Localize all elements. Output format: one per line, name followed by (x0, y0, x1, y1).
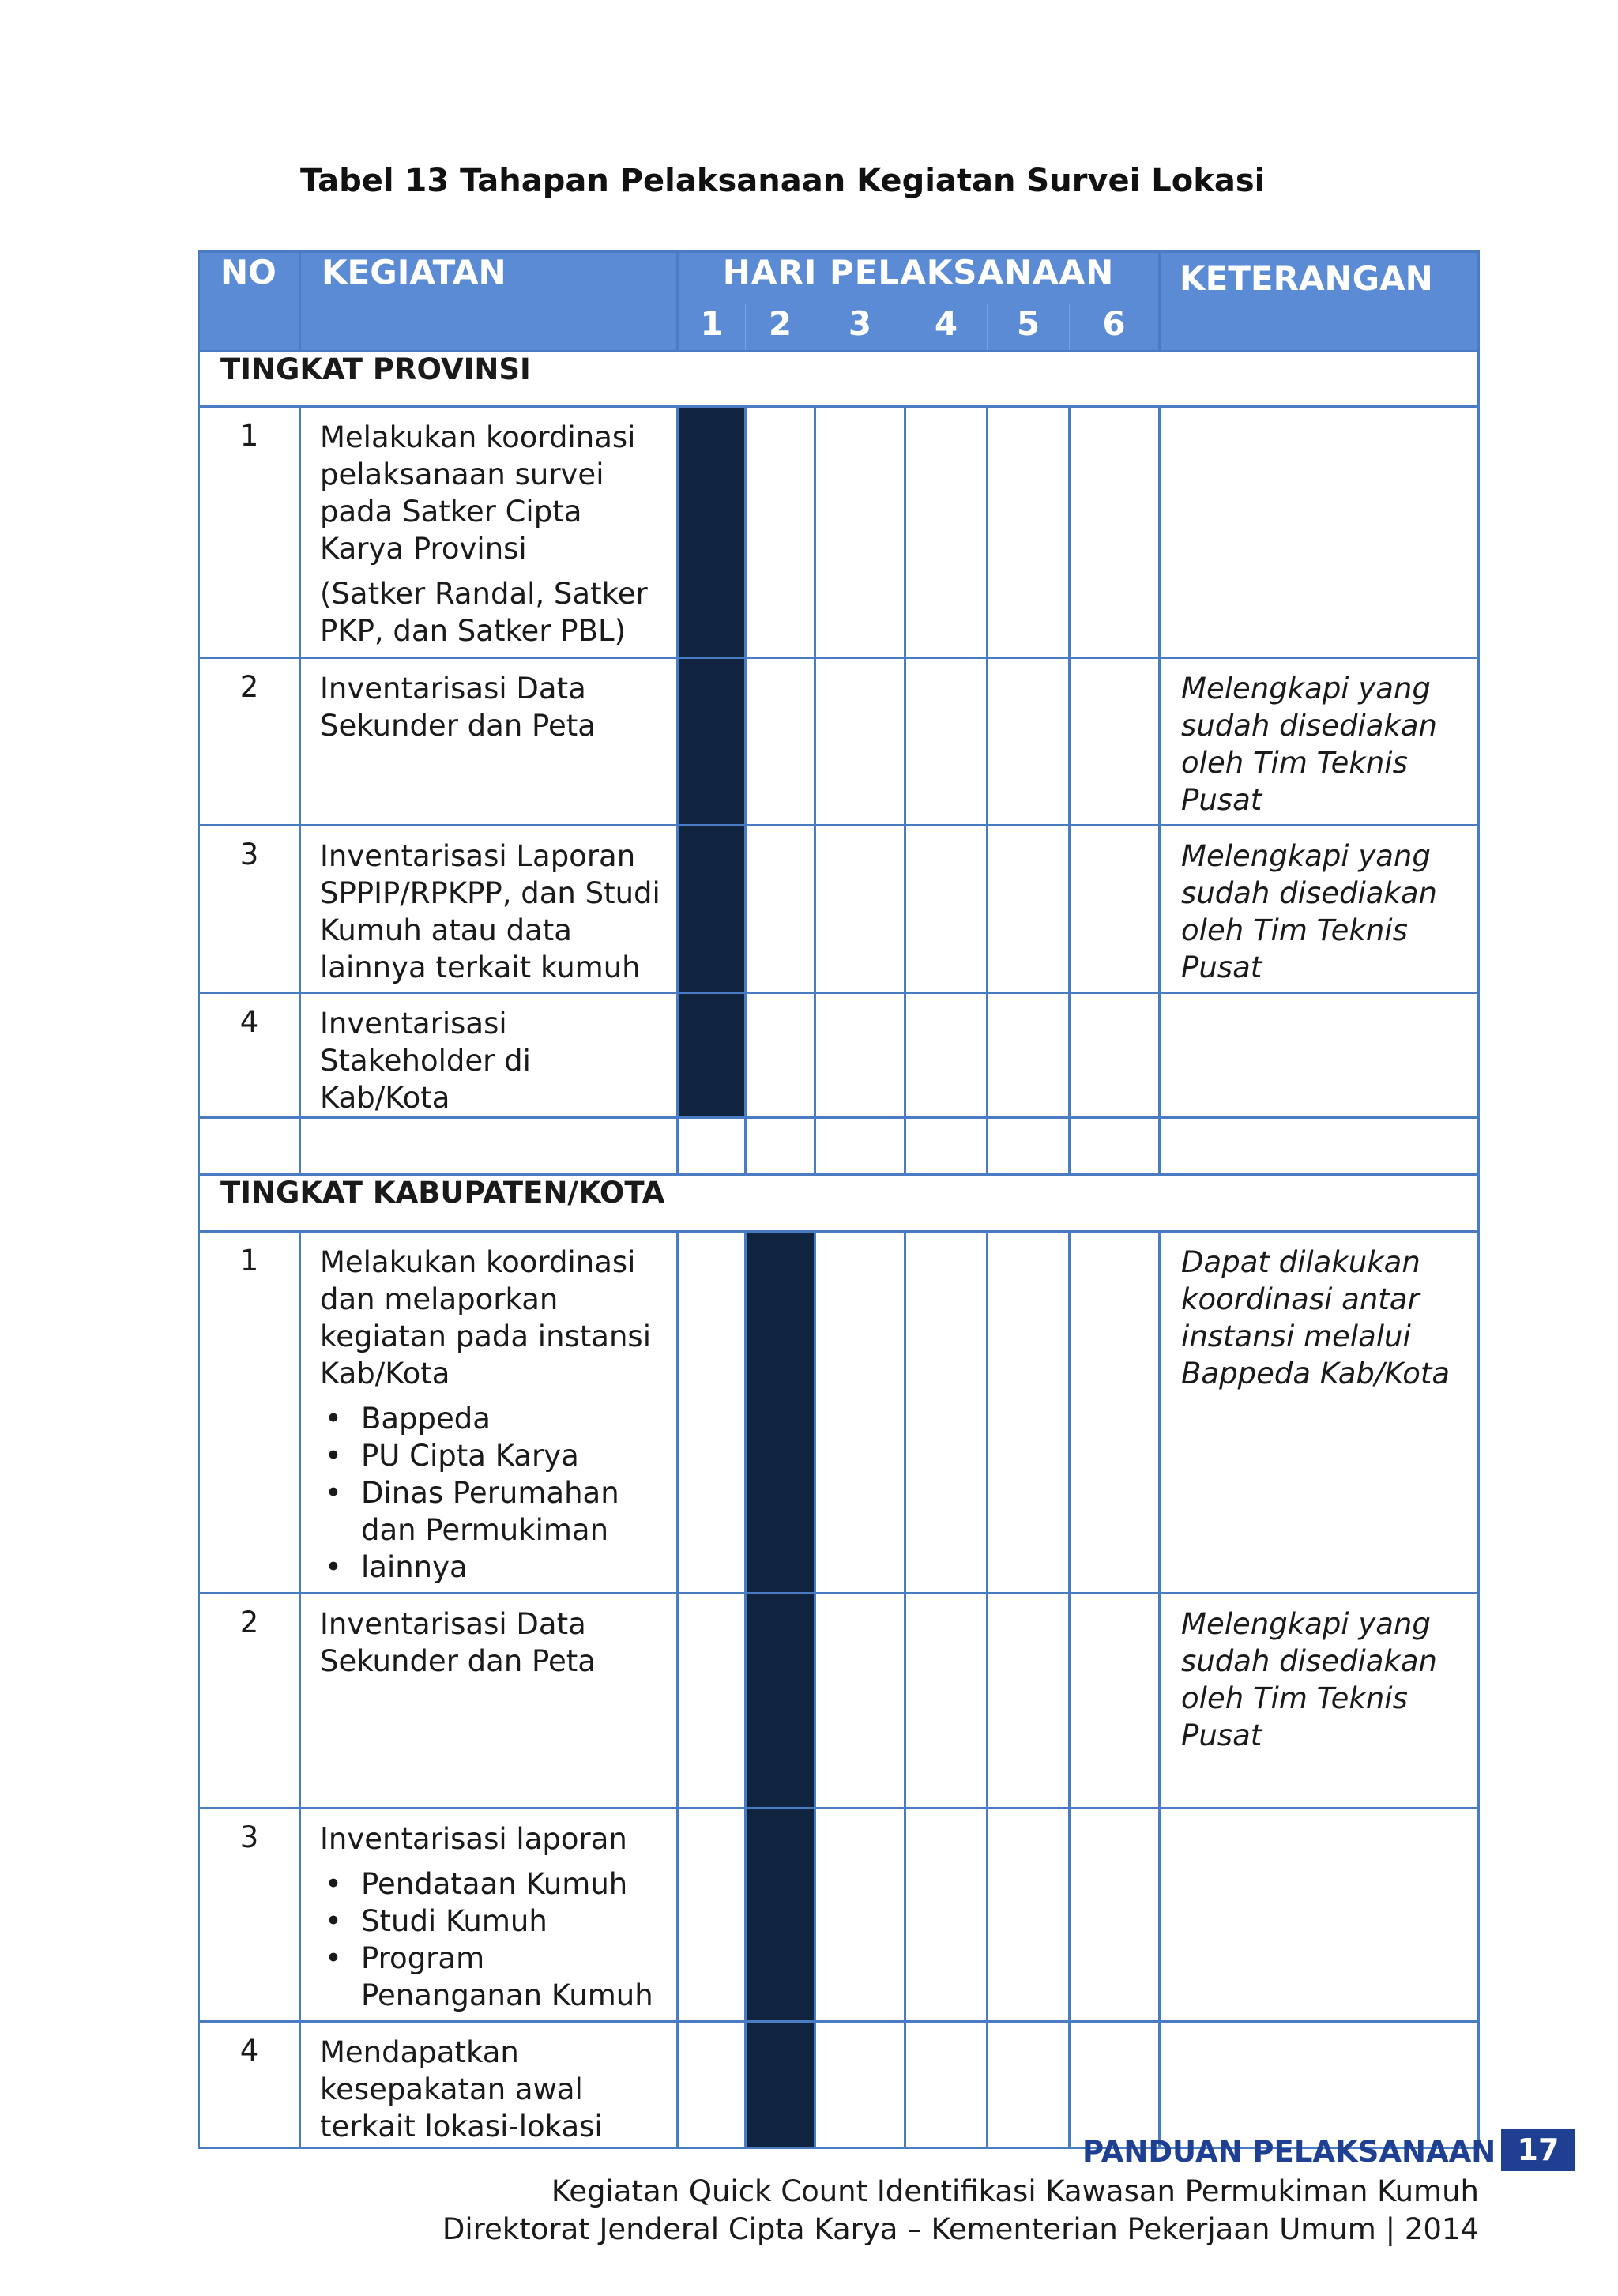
list-item: • PU Cipta Karya (320, 1437, 668, 1474)
day-cell (746, 407, 815, 658)
note-cell: Melengkapi yang sudah disediakan oleh Tim Teknis Pusat (1160, 1594, 1479, 1809)
empty-row (199, 1118, 1479, 1175)
activity-cell (300, 658, 678, 826)
header-day-5: 5 (988, 304, 1070, 352)
activity-cell (300, 1809, 678, 2022)
day-cell (905, 993, 988, 1118)
header-hari-pelaksanaan: HARI PELAKSANAAN (678, 252, 1160, 304)
day-cell (815, 1232, 905, 1594)
table-row (199, 1809, 1479, 2022)
day-cell (905, 1809, 988, 2022)
day-cell (1070, 407, 1160, 658)
activity-cell (300, 826, 678, 993)
header-no: NO (199, 252, 300, 352)
header-day-4: 4 (905, 304, 988, 352)
list-item: • Pendataan Kumuh (320, 1865, 668, 1903)
day-cell (905, 1232, 988, 1594)
page-number: 17 (1501, 2129, 1575, 2171)
day-cell (678, 1594, 746, 1809)
day-cell (988, 993, 1070, 1118)
list-item: • Program Penanganan Kumuh (320, 1940, 668, 2014)
section-label-kabupaten-kota: TINGKAT KABUPATEN/KOTA (199, 1175, 1479, 1232)
day-cell (1070, 1232, 1160, 1594)
day-cell (905, 658, 988, 826)
activity-text: Inventarisasi Stakeholder di Kab/Kota (320, 1007, 531, 1115)
row-no: 4 (199, 993, 300, 1118)
note-cell (1160, 407, 1479, 658)
day-cell (815, 2022, 905, 2148)
day-cell (1070, 993, 1160, 1118)
day-cell-filled (746, 1232, 815, 1594)
day-cell-filled (678, 658, 746, 826)
activity-cell (300, 2022, 678, 2148)
row-no: 3 (199, 826, 300, 993)
day-cell (746, 658, 815, 826)
day-cell (815, 826, 905, 993)
note-cell: Dapat dilakukan koordinasi antar instansi melalui Bappeda Kab/Kota (1160, 1232, 1479, 1594)
day-cell (988, 1594, 1070, 1809)
table-row (199, 2022, 1479, 2148)
activity-text: Inventarisasi Laporan SPPIP/RPKPP, dan Studi Kumuh atau data lainnya terkait kumuh (320, 839, 660, 984)
day-cell (905, 2022, 988, 2148)
header-day-6: 6 (1070, 304, 1160, 352)
row-no: 2 (199, 658, 300, 826)
table-row (199, 1232, 1479, 1594)
activity-text: Mendapatkan kesepakatan awal terkait lokasi-lokasi (320, 2035, 603, 2144)
day-cell (1070, 658, 1160, 826)
activity-text: Melakukan koordinasi pelaksanaan survei pada Satker Cipta Karya Provinsi (320, 420, 636, 566)
day-cell (678, 1809, 746, 2022)
table-row (199, 1594, 1479, 1809)
day-cell (988, 1809, 1070, 2022)
note-cell: Melengkapi yang sudah disediakan oleh Tim Teknis Pusat (1160, 658, 1479, 826)
table-row (199, 826, 1479, 993)
day-cell (815, 993, 905, 1118)
day-cell (678, 1232, 746, 1594)
day-cell (905, 407, 988, 658)
activity-text: Inventarisasi Data Sekunder dan Peta (320, 1607, 596, 1678)
footer-panduan-label: PANDUAN PELAKSANAAN (1082, 2135, 1496, 2169)
activity-cell (300, 1232, 678, 1594)
day-cell (905, 826, 988, 993)
footer-line-2: Direktorat Jenderal Cipta Karya – Kementerian Pekerjaan Umum | 2014 (442, 2212, 1479, 2246)
day-cell (815, 658, 905, 826)
activity-text: Melakukan koordinasi dan melaporkan kegiatan pada instansi Kab/Kota (320, 1245, 651, 1391)
header-row-1 (199, 252, 1479, 304)
day-cell (746, 826, 815, 993)
day-cell (988, 1232, 1070, 1594)
day-cell-filled (746, 1809, 815, 2022)
day-cell (746, 993, 815, 1118)
list-item: • Studi Kumuh (320, 1903, 668, 1940)
table-title: Tabel 13 Tahapan Pelaksanaan Kegiatan Survei Lokasi (300, 163, 1266, 199)
section-row (199, 1175, 1479, 1232)
activity-cell (300, 407, 678, 658)
note-cell (1160, 993, 1479, 1118)
row-no: 4 (199, 2022, 300, 2148)
header-kegiatan: KEGIATAN (300, 252, 678, 352)
day-cell (988, 658, 1070, 826)
day-cell-filled (746, 1594, 815, 1809)
day-cell (815, 407, 905, 658)
row-no: 3 (199, 1809, 300, 2022)
day-cell (815, 1594, 905, 1809)
table-row (199, 658, 1479, 826)
day-cell (1070, 2022, 1160, 2148)
footer-line-1: Kegiatan Quick Count Identifikasi Kawasan Permukiman Kumuh (551, 2174, 1479, 2208)
day-cell (1070, 1594, 1160, 1809)
day-cell (815, 1809, 905, 2022)
section-row (199, 352, 1479, 407)
section-label-provinsi: TINGKAT PROVINSI (199, 352, 1479, 407)
header-day-2: 2 (746, 304, 815, 352)
activity-bullet-list (320, 1865, 668, 2014)
header-keterangan: KETERANGAN (1160, 252, 1479, 352)
day-cell-filled (678, 993, 746, 1118)
table-row (199, 993, 1479, 1118)
activity-text: Inventarisasi Data Sekunder dan Peta (320, 672, 596, 743)
day-cell (988, 826, 1070, 993)
list-item: • lainnya (320, 1549, 668, 1586)
list-item: • Dinas Perumahan dan Permukiman (320, 1474, 668, 1549)
note-cell (1160, 1809, 1479, 2022)
row-no: 1 (199, 407, 300, 658)
day-cell (1070, 1809, 1160, 2022)
day-cell (988, 407, 1070, 658)
note-cell (1160, 2022, 1479, 2148)
day-cell (678, 2022, 746, 2148)
activity-cell (300, 1594, 678, 1809)
day-cell-filled (746, 2022, 815, 2148)
note-cell: Melengkapi yang sudah disediakan oleh Tim Teknis Pusat (1160, 826, 1479, 993)
activity-bullet-list (320, 1400, 668, 1586)
day-cell (905, 1594, 988, 1809)
schedule-table (198, 250, 1480, 2149)
day-cell (988, 2022, 1070, 2148)
day-cell-filled (678, 826, 746, 993)
day-cell-filled (678, 407, 746, 658)
list-item: • Bappeda (320, 1400, 668, 1437)
activity-text: Inventarisasi laporan (320, 1822, 627, 1856)
activity-detail: (Satker Randal, Satker PKP, dan Satker PBL) (320, 577, 648, 648)
row-no: 1 (199, 1232, 300, 1594)
header-day-1: 1 (678, 304, 746, 352)
day-cell (1070, 826, 1160, 993)
table-row (199, 407, 1479, 658)
activity-cell (300, 993, 678, 1118)
row-no: 2 (199, 1594, 300, 1809)
header-day-3: 3 (815, 304, 905, 352)
